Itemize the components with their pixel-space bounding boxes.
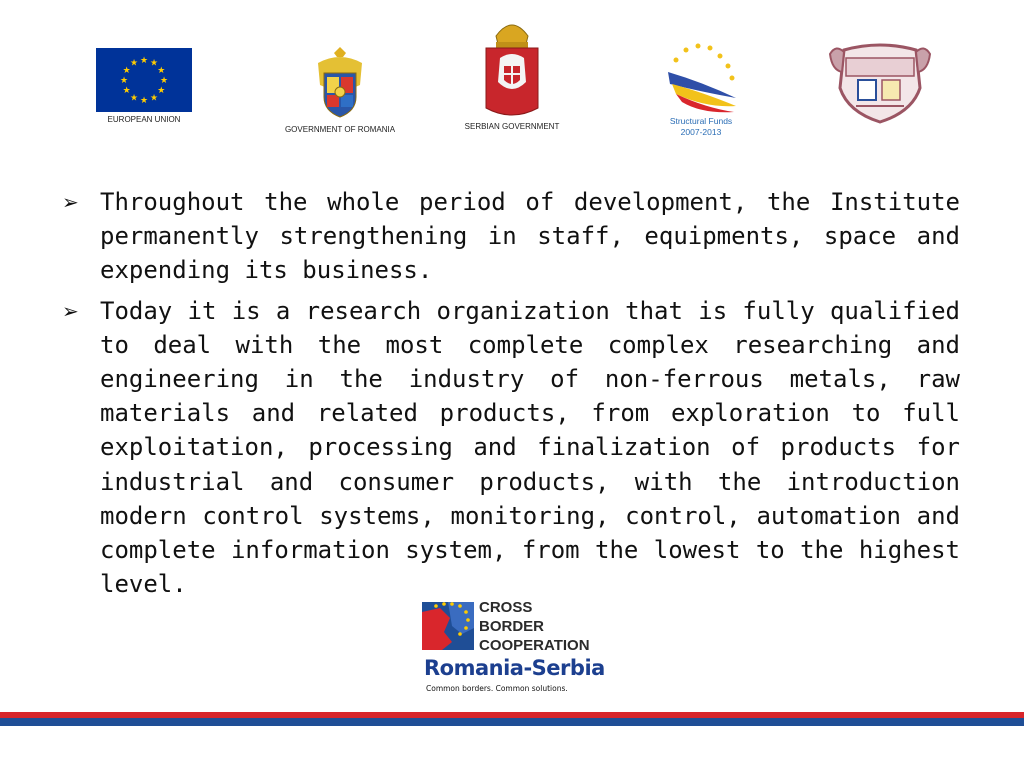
structural-funds-caption-2: 2007-2013: [680, 127, 722, 137]
romania-logo: [270, 45, 410, 134]
eu-star-icon: ★: [122, 66, 131, 76]
cbc-line-2: BORDER: [479, 618, 545, 635]
footer-stripe-blue: [0, 718, 1024, 726]
arrow-bullet-icon: ➢: [62, 190, 79, 214]
bullet-text: Today it is a research organization that is fully qualified to deal with the most complete complex researching and engineering in the industry of non-ferrous metals, raw materials and related products, from exploration to full exploitation, processing and finalization of products for industrial and consumer products, with the introduction modern control systems, monitoring, control, automation and complete information system, from the lowest to the highest level.: [100, 296, 960, 599]
eu-star-icon: ★: [149, 58, 159, 69]
eu-star-icon: ★: [157, 66, 166, 76]
eu-star-icon: ★: [139, 96, 149, 106]
cross-border-cooperation-logo: [422, 598, 605, 698]
eu-star-icon: ★: [157, 86, 166, 96]
eu-star-icon: ★: [122, 86, 131, 96]
eu-logo: [94, 48, 194, 124]
serbia-coat-of-arms-icon: [482, 16, 542, 120]
pocal-logo-icon: [826, 42, 934, 128]
eu-star-icon: ★: [139, 56, 149, 66]
cbc-line-1: CROSS: [479, 599, 533, 616]
structural-funds-logo: [660, 42, 742, 138]
romania-caption: GOVERNMENT OF ROMANIA: [284, 125, 396, 134]
eu-star-icon: ★: [119, 76, 129, 86]
romania-coat-of-arms-icon: [310, 45, 370, 119]
serbia-logo: [448, 16, 576, 131]
bullet-list: [62, 185, 960, 607]
eu-star-icon: ★: [159, 76, 169, 86]
cbc-title: [479, 598, 590, 655]
cbc-map-icon: [422, 598, 476, 654]
list-item: [62, 185, 960, 288]
structural-funds-icon: [662, 42, 740, 116]
eu-star-icon: ★: [129, 93, 139, 104]
eu-flag-icon: [96, 48, 192, 112]
arrow-bullet-icon: ➢: [62, 298, 79, 323]
cbc-program-name: Romania-Serbia: [424, 656, 605, 680]
serbia-caption: SERBIAN GOVERNMENT: [464, 122, 560, 131]
cbc-tagline: Common borders. Common solutions.: [426, 684, 568, 693]
eu-caption: EUROPEAN UNION: [107, 115, 181, 124]
eu-star-icon: ★: [129, 58, 139, 69]
pocal-logo: [826, 42, 936, 128]
cbc-line-3: COOPERATION: [479, 637, 590, 654]
bullet-text: Throughout the whole period of development, the Institute permanently strengthening in staff, equipments, space and expending its business.: [100, 188, 960, 285]
eu-star-icon: ★: [149, 93, 159, 104]
list-item: [62, 294, 960, 602]
structural-funds-caption-1: Structural Funds: [669, 116, 733, 126]
